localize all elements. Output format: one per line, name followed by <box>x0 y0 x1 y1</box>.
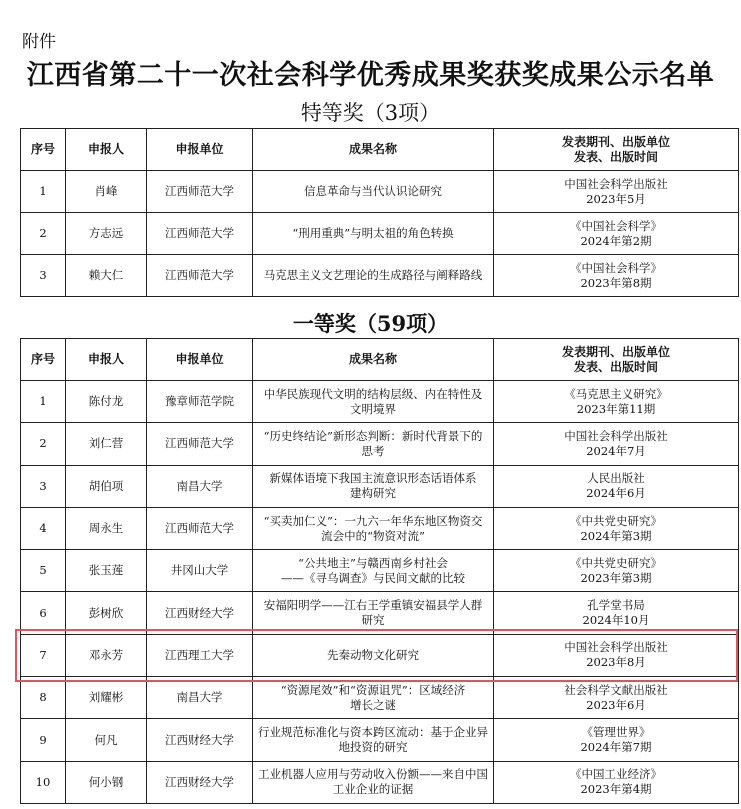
work-title-line: 思考 <box>361 443 385 458</box>
applicant-unit: 江西财经大学 <box>147 592 253 634</box>
header-publication <box>494 129 739 171</box>
table-header-row <box>21 339 739 381</box>
publication-info-line: 2023年第4期 <box>580 782 652 797</box>
publication-info-line: 《中国社会科学》 <box>570 260 662 275</box>
work-title <box>253 677 494 719</box>
table-row <box>21 381 739 423</box>
applicant-name: 何小钢 <box>66 761 147 803</box>
applicant-unit: 江西师范大学 <box>147 423 253 465</box>
table-row <box>21 507 739 549</box>
applicant-name: 邓永芳 <box>66 634 147 676</box>
work-title-line: 研究 <box>361 613 385 628</box>
publication-info-line: 孔学堂书局 <box>587 598 645 613</box>
publication-info-line: 中国社会科学出版社 <box>564 428 668 443</box>
publication-info-line: 《管理世界》 <box>581 725 651 740</box>
applicant-name: 周永生 <box>66 507 147 549</box>
header-publication-line2: 发表、出版时间 <box>573 149 658 164</box>
work-title <box>253 507 494 549</box>
applicant-unit: 南昌大学 <box>147 465 253 507</box>
special-award-heading: 特等奖（3项） <box>300 101 441 125</box>
publication-info-line: 2024年6月 <box>586 486 646 501</box>
publication-info <box>494 719 739 761</box>
work-title-line: 地投资的研究 <box>338 740 408 755</box>
header-unit: 申报单位 <box>147 339 253 381</box>
document-title: 江西省第二十一次社会科学优秀成果奖获奖成果公示名单 <box>26 60 715 91</box>
applicant-name: 赖大仁 <box>66 255 147 297</box>
row-number: 3 <box>21 465 66 507</box>
applicant-unit: 江西理工大学 <box>147 634 253 676</box>
publication-info-line: 《中国工业经济》 <box>570 767 662 782</box>
first-award-table <box>20 338 739 804</box>
applicant-unit: 江西师范大学 <box>147 171 253 213</box>
special-award-rows <box>21 171 739 297</box>
publication-info <box>494 423 739 465</box>
work-title <box>253 255 494 297</box>
publication-info-line: 2023年8月 <box>586 655 646 670</box>
header-work: 成果名称 <box>253 129 494 171</box>
applicant-unit: 江西师范大学 <box>147 213 253 255</box>
work-title-line: 建构研究 <box>350 486 396 501</box>
work-title-line: 工业机器人应用与劳动收入份额——来自中国 <box>258 767 488 782</box>
table-header-row <box>21 129 739 171</box>
first-award-rows <box>21 381 739 804</box>
row-number: 1 <box>21 381 66 423</box>
work-title-line: “历史终结论”新形态判断：新时代背景下的 <box>263 428 483 443</box>
row-number: 2 <box>21 423 66 465</box>
publication-info <box>494 213 739 255</box>
row-number: 9 <box>21 719 66 761</box>
work-title-line: 中华民族现代文明的结构层级、内在特性及 <box>263 386 483 401</box>
table-row <box>21 423 739 465</box>
work-title-line: “公共地主”与赣西南乡村社会 <box>298 555 448 570</box>
row-number: 8 <box>21 677 66 719</box>
work-title <box>253 465 494 507</box>
table-row <box>21 719 739 761</box>
header-publication <box>494 339 739 381</box>
work-title <box>253 213 494 255</box>
publication-info-line: 2023年6月 <box>586 697 646 712</box>
publication-info-line: 社会科学文献出版社 <box>564 682 668 697</box>
table-row <box>21 465 739 507</box>
work-title-line: 安福阳明学——江右王学重镇安福县学人群 <box>263 598 483 613</box>
applicant-name: 何凡 <box>66 719 147 761</box>
row-number: 5 <box>21 550 66 592</box>
publication-info <box>494 634 739 676</box>
row-number: 4 <box>21 507 66 549</box>
special-award-table <box>20 128 739 297</box>
applicant-name: 彭树欣 <box>66 592 147 634</box>
publication-info <box>494 677 739 719</box>
work-title-line: “买卖加仁义”：一九六一年华东地区物资交 <box>263 513 483 528</box>
work-title <box>253 423 494 465</box>
work-title-line: 新媒体语境下我国主流意识形态话语体系 <box>269 471 477 486</box>
table-row <box>21 171 739 213</box>
publication-info-line: 《中共党史研究》 <box>570 555 662 570</box>
publication-info <box>494 550 739 592</box>
work-title <box>253 761 494 803</box>
header-applicant: 申报人 <box>66 339 147 381</box>
publication-info <box>494 507 739 549</box>
row-number: 7 <box>21 634 66 676</box>
header-no: 序号 <box>21 129 66 171</box>
publication-info <box>494 465 739 507</box>
row-number: 1 <box>21 171 66 213</box>
publication-info-line: 2024年10月 <box>582 613 650 628</box>
applicant-unit: 南昌大学 <box>147 677 253 719</box>
first-award-heading: 一等奖（59项） <box>292 311 449 336</box>
publication-info-line: 中国社会科学出版社 <box>564 176 668 191</box>
publication-info-line: 《中国社会科学》 <box>570 218 662 233</box>
table-row <box>21 550 739 592</box>
publication-info-line: 2023年5月 <box>586 191 646 206</box>
table-row <box>21 634 739 676</box>
publication-info-line: 2024年7月 <box>586 443 646 458</box>
header-work: 成果名称 <box>253 339 494 381</box>
work-title <box>253 550 494 592</box>
work-title <box>253 381 494 423</box>
applicant-unit: 井冈山大学 <box>147 550 253 592</box>
table-row <box>21 677 739 719</box>
applicant-name: 刘仁营 <box>66 423 147 465</box>
header-publication-line2: 发表、出版时间 <box>573 359 658 374</box>
table-row <box>21 592 739 634</box>
work-title-line: 文明境界 <box>350 401 396 416</box>
publication-info-line: 2024年第7期 <box>580 740 652 755</box>
work-title-line: “刑用重典”与明太祖的角色转换 <box>292 226 454 240</box>
work-title-line: 信息革命与当代认识论研究 <box>304 184 442 198</box>
row-number: 2 <box>21 213 66 255</box>
table-row <box>21 213 739 255</box>
applicant-name: 方志远 <box>66 213 147 255</box>
row-number: 6 <box>21 592 66 634</box>
header-unit: 申报单位 <box>147 129 253 171</box>
publication-info-line: 中国社会科学出版社 <box>564 640 668 655</box>
row-number: 10 <box>21 761 66 803</box>
attachment-label: 附件 <box>22 32 56 52</box>
table-row <box>21 761 739 803</box>
publication-info <box>494 592 739 634</box>
publication-info-line: 2023年第3期 <box>580 570 652 585</box>
publication-info-line: 2023年第11期 <box>576 401 656 416</box>
applicant-unit: 江西财经大学 <box>147 719 253 761</box>
work-title <box>253 634 494 676</box>
publication-info-line: 人民出版社 <box>587 471 645 486</box>
table-row <box>21 255 739 297</box>
applicant-name: 肖峰 <box>66 171 147 213</box>
header-publication-line1: 发表期刊、出版单位 <box>561 134 670 149</box>
row-number: 3 <box>21 255 66 297</box>
work-title-line: 马克思主义文艺理论的生成路径与阐释路线 <box>263 268 483 282</box>
applicant-unit: 江西师范大学 <box>147 507 253 549</box>
publication-info <box>494 171 739 213</box>
applicant-name: 刘耀彬 <box>66 677 147 719</box>
work-title <box>253 592 494 634</box>
work-title-line: 工业企业的证据 <box>332 782 414 797</box>
applicant-unit: 江西财经大学 <box>147 761 253 803</box>
header-applicant: 申报人 <box>66 129 147 171</box>
publication-info-line: 2024年第2期 <box>580 233 652 248</box>
publication-info <box>494 381 739 423</box>
work-title-line: 先秦动物文化研究 <box>327 647 419 662</box>
header-publication-line1: 发表期刊、出版单位 <box>561 344 670 359</box>
applicant-unit: 豫章师范学院 <box>147 381 253 423</box>
applicant-unit: 江西师范大学 <box>147 255 253 297</box>
work-title <box>253 719 494 761</box>
work-title-line: “资源尾效”和“资源诅咒”：区域经济 <box>280 682 466 697</box>
applicant-name: 陈付龙 <box>66 381 147 423</box>
work-title-line: 增长之谜 <box>350 697 396 712</box>
publication-info-line: 2024年第3期 <box>580 528 652 543</box>
publication-info-line: 《中共党史研究》 <box>570 513 662 528</box>
publication-info-line: 《马克思主义研究》 <box>564 386 668 401</box>
publication-info <box>494 761 739 803</box>
applicant-name: 胡伯项 <box>66 465 147 507</box>
header-no: 序号 <box>21 339 66 381</box>
publication-info-line: 2023年第8期 <box>580 275 652 290</box>
applicant-name: 张玉莲 <box>66 550 147 592</box>
work-title-line: 行业规范标准化与资本跨区流动：基于企业异 <box>258 725 488 740</box>
work-title <box>253 171 494 213</box>
work-title-line: ——《寻乌调查》与民间文献的比较 <box>281 570 465 585</box>
publication-info <box>494 255 739 297</box>
work-title-line: 流会中的“物资对流” <box>321 528 425 543</box>
